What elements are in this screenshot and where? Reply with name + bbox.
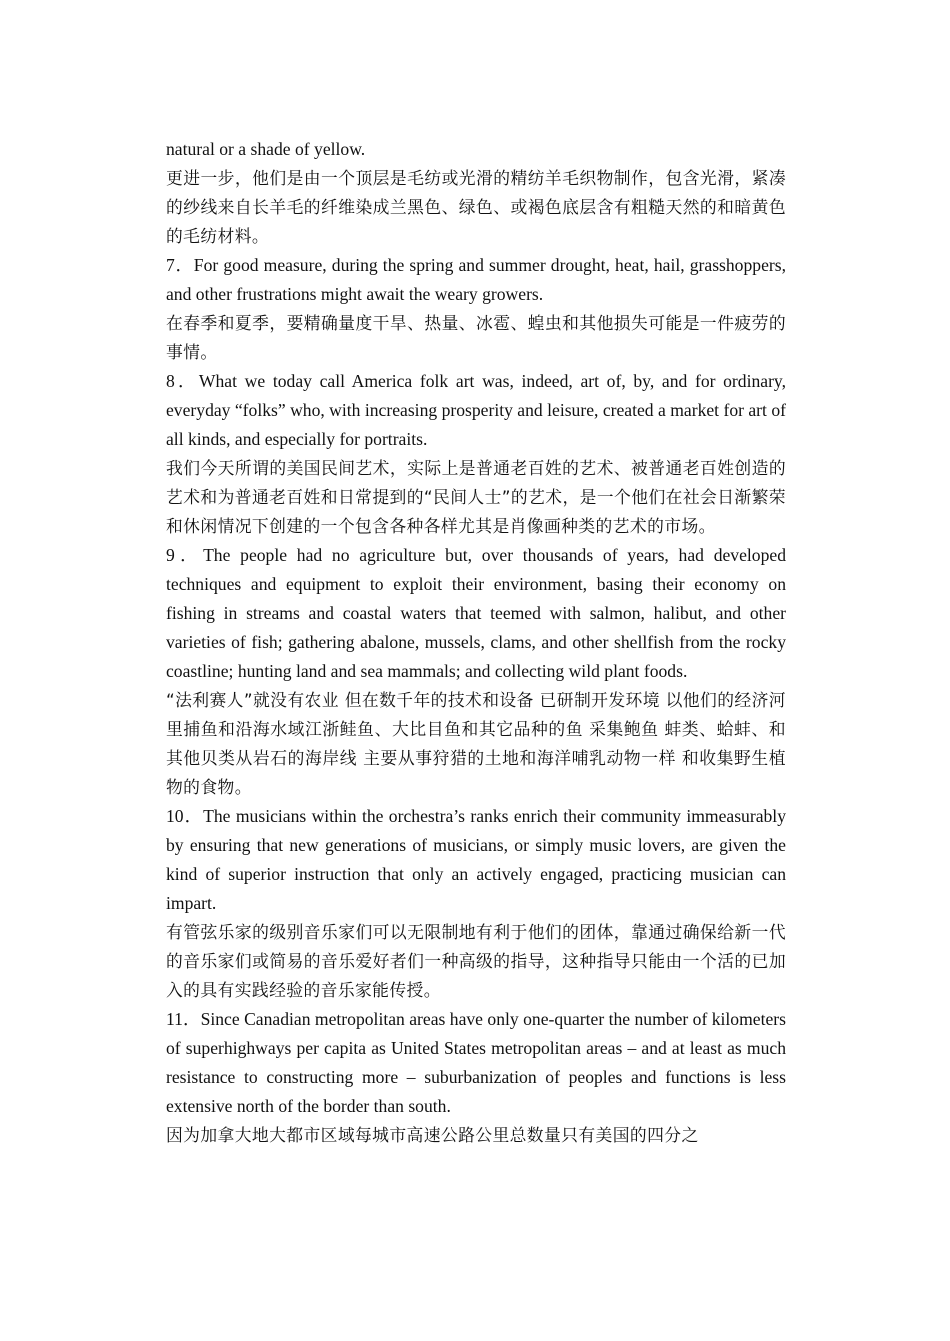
english-sentence-10: 10．The musicians within the orchestra’s ranks enrich their community immeasurably by ensuring that new generations of musicians, or simply music lovers, are given the kind of superior instruction that only an actively engaged, practicing musician can impart. xyxy=(166,806,786,913)
chinese-translation-10: 有管弦乐家的级别音乐家们可以无限制地有利于他们的团体，靠通过确保给新一代的音乐家们或简易的音乐爱好者们一种高级的指导，这种指导只能由一个活的已加入的具有实践经验的音乐家能传授。 xyxy=(166,922,786,1000)
chinese-translation-11: 因为加拿大地大都市区域每城市高速公路公里总数量只有美国的四分之 xyxy=(166,1125,699,1145)
english-text-fragment: natural or a shade of yellow. xyxy=(166,139,366,159)
english-sentence-11: 11．Since Canadian metropolitan areas have only one-quarter the number of kilometers of superhighways per capita as United States metropolitan areas – and at least as much resistance to constructing more – suburbanization of peoples and functions is less extensive north of the border than south. xyxy=(166,1009,786,1116)
chinese-translation: 更进一步，他们是由一个顶层是毛纺或光滑的精纺羊毛织物制作，包含光滑，紧凑的纱线来自长羊毛的纤维染成兰黑色、绿色、或褐色底层含有粗糙天然的和暗黄色的毛纺材料。 xyxy=(166,168,786,246)
english-sentence-9: 9．The people had no agriculture but, over thousands of years, had developed techniques and equipment to exploit their environment, basing their economy on fishing in streams and coastal waters that teemed with salmon, halibut, and other varieties of fish; gathering abalone, mussels, clams, and other shellfish from the rocky coastline; hunting land and sea mammals; and collecting wild plant foods. xyxy=(166,545,786,681)
document-page xyxy=(166,135,786,1150)
english-sentence-8: 8．What we today call America folk art was, indeed, art of, by, and for ordinary, everyday “folks” who, with increasing prosperity and leisure, created a market for art of all kinds, and especially for portraits. xyxy=(166,371,786,449)
english-sentence-7: 7．For good measure, during the spring and summer drought, heat, hail, grasshoppers, and other frustrations might await the weary growers. xyxy=(166,255,786,304)
chinese-translation-7: 在春季和夏季，要精确量度干旱、热量、冰雹、蝗虫和其他损失可能是一件疲劳的事情。 xyxy=(166,313,786,362)
chinese-translation-9: “法利赛人”就没有农业 但在数千年的技术和设备 已研制开发环境 以他们的经济河里捕鱼和沿海水域江浙鲑鱼、大比目鱼和其它品种的鱼 采集鲍鱼 蚌类、蛤蚌、和其他贝类从岩石的海岸线 主要从事狩猎的土地和海洋哺乳动物一样 和收集野生植物的食物。 xyxy=(166,690,786,797)
chinese-translation-8: 我们今天所谓的美国民间艺术，实际上是普通老百姓的艺术、被普通老百姓创造的艺术和为普通老百姓和日常提到的“民间人士”的艺术，是一个他们在社会日渐繁荣和休闲情况下创建的一个包含各种各样尤其是肖像画种类的艺术的市场。 xyxy=(166,458,786,536)
